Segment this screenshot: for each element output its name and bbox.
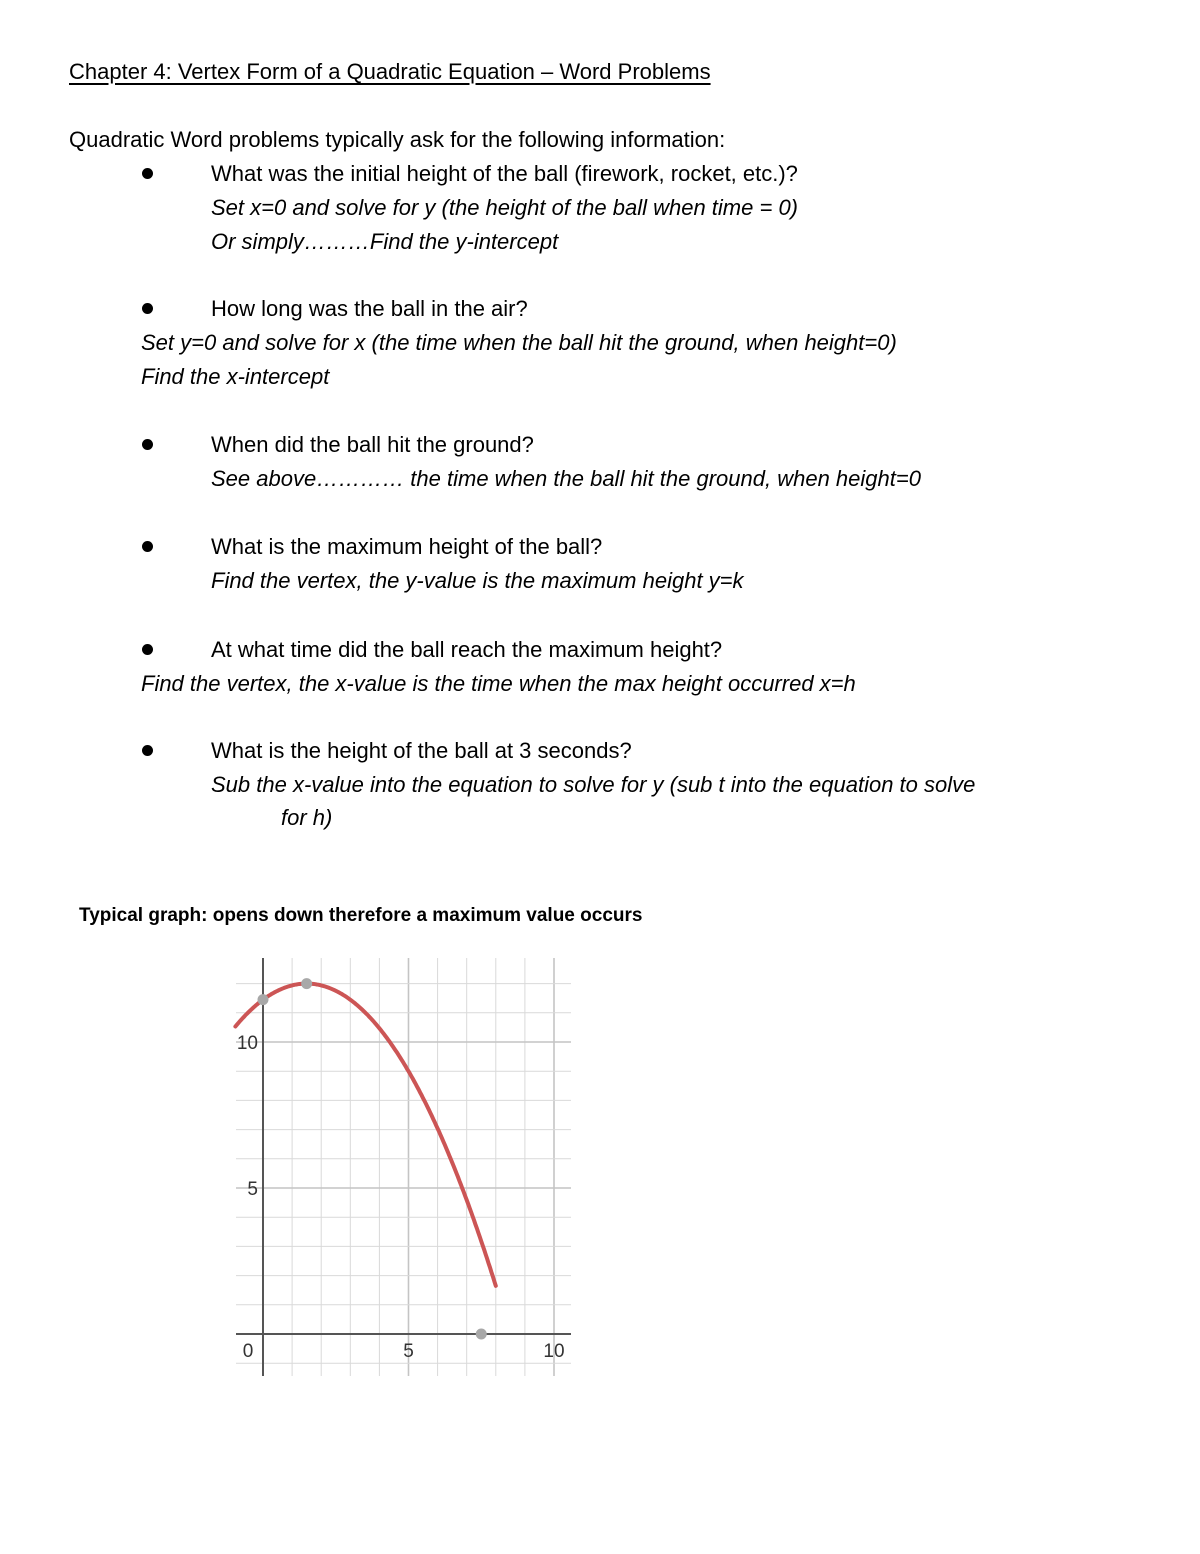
intro-text: Quadratic Word problems typically ask for the following information: [69, 127, 726, 152]
x-tick-label: 5 [403, 1341, 414, 1362]
answer-max-height: Find the vertex, the y-value is the maximum height y=k [211, 568, 744, 593]
question-hit-ground: When did the ball hit the ground? [211, 432, 534, 457]
question-max-height: What is the maximum height of the ball? [211, 534, 603, 559]
question-initial-height: What was the initial height of the ball (firework, rocket, etc.)? [211, 161, 798, 186]
y-tick-label: 5 [247, 1179, 258, 1200]
key-point [258, 994, 269, 1005]
axes [236, 958, 571, 1376]
y-tick-label: 10 [236, 1033, 258, 1054]
grid-lines [236, 958, 571, 1376]
tick-labels [237, 1033, 565, 1362]
answer-hit-ground: See above………… the time when the ball hit the ground, when height=0 [211, 466, 921, 491]
parabola-curve [235, 984, 495, 1286]
page-title: Chapter 4: Vertex Form of a Quadratic Equation – Word Problems [69, 59, 711, 84]
x-tick-label: 0 [242, 1341, 254, 1362]
question-time-max-height: At what time did the ball reach the maximum height? [211, 637, 723, 662]
question-height-at-3s: What is the height of the ball at 3 seconds? [211, 738, 632, 763]
question-time-in-air: How long was the ball in the air? [211, 296, 528, 321]
x-tick-label: 10 [543, 1341, 565, 1362]
answer-time-in-air-2: Find the x-intercept [141, 364, 330, 389]
key-point [476, 1329, 487, 1340]
key-point [301, 978, 312, 989]
answer-height-at-3s-2: for h) [281, 805, 333, 830]
parabola [235, 984, 495, 1286]
answer-height-at-3s-1: Sub the x-value into the equation to solve for y (sub t into the equation to solve [211, 772, 976, 797]
answer-initial-height-2: Or simply………Find the y-intercept [211, 229, 559, 254]
answer-initial-height-1: Set x=0 and solve for y (the height of the ball when time = 0) [211, 195, 799, 220]
answer-time-in-air-1: Set y=0 and solve for x (the time when the ball hit the ground, when height=0) [141, 330, 897, 355]
graph-caption: Typical graph: opens down therefore a maximum value occurs [79, 905, 643, 926]
answer-time-max-height: Find the vertex, the x-value is the time when the max height occurred x=h [141, 671, 856, 696]
